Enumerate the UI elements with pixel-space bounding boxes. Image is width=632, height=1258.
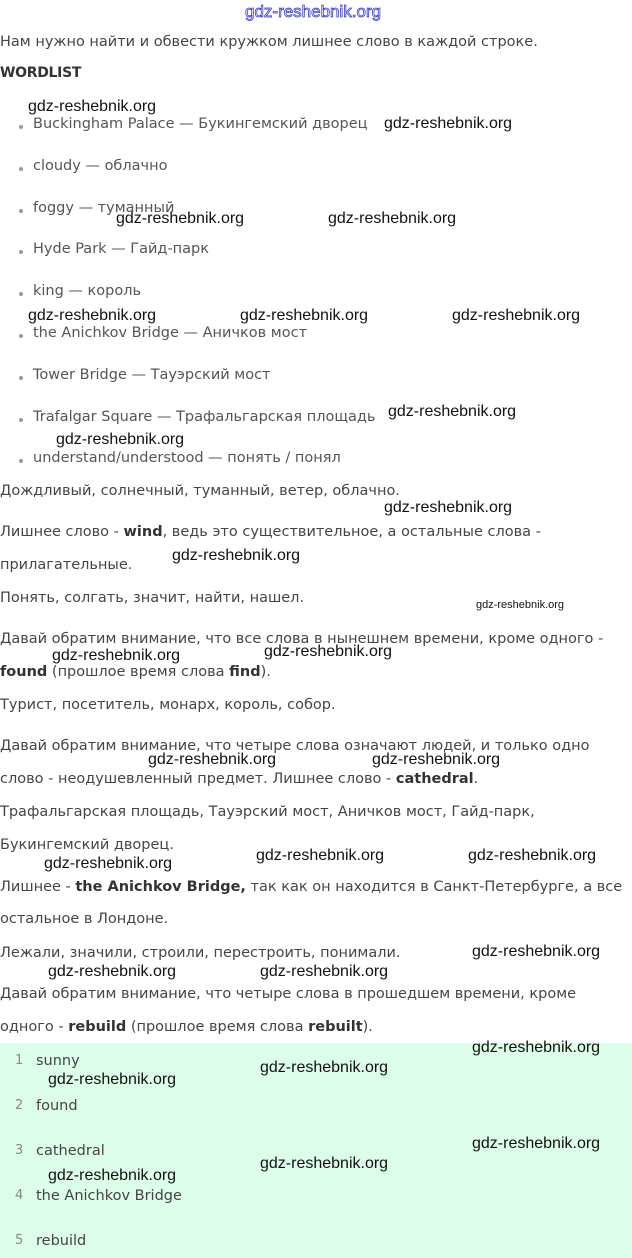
row-1-words: Дождливый, солнечный, туманный, ветер, облачно. xyxy=(0,483,400,499)
list-item: king — король xyxy=(33,283,142,299)
list-item: Hyde Park — Гайд-парк xyxy=(33,241,210,257)
watermark: gdz-reshebnik.org xyxy=(256,847,385,864)
watermark: gdz-reshebnik.org xyxy=(148,751,277,768)
list-item: the Anichkov Bridge — Аничков мост xyxy=(33,325,308,341)
row-2-explanation-cont xyxy=(0,662,271,682)
answer-word: wind xyxy=(123,524,163,540)
bullet-icon xyxy=(19,334,23,338)
list-item: Tower Bridge — Тауэрский мост xyxy=(33,367,271,383)
row-5-explanation: Давай обратим внимание, что четыре слова в прошедшем времени, кроме xyxy=(0,986,577,1002)
watermark: gdz-reshebnik.org xyxy=(328,210,457,227)
row-2-explanation: Давай обратим внимание, что все слова в нынешнем времени, кроме одного - xyxy=(0,631,604,647)
row-5-explanation-cont xyxy=(0,1017,373,1037)
bullet-icon xyxy=(19,418,23,422)
answer-item: cathedral xyxy=(36,1143,105,1159)
watermark: gdz-reshebnik.org xyxy=(384,115,513,132)
watermark: gdz-reshebnik.org xyxy=(116,210,245,227)
bullet-icon xyxy=(19,250,23,254)
list-item: Buckingham Palace — Букингемский дворец xyxy=(33,116,368,132)
answer-word: rebuild xyxy=(68,1019,127,1035)
watermark: gdz-reshebnik.org xyxy=(240,307,369,324)
list-item: cloudy — облачно xyxy=(33,158,168,174)
answer-word: found xyxy=(0,664,48,680)
bullet-icon xyxy=(19,292,23,296)
text: . xyxy=(473,771,479,787)
row-3-explanation: Давай обратим внимание, что четыре слова означают людей, и только одно xyxy=(0,738,590,754)
list-item: foggy — туманный xyxy=(33,200,175,216)
wordlist-heading: WORDLIST xyxy=(0,65,82,81)
bullet-icon xyxy=(19,209,23,213)
row-4-explanation-cont: остальное в Лондоне. xyxy=(0,911,169,927)
bullet-icon xyxy=(19,459,23,463)
row-3-explanation-cont xyxy=(0,769,478,789)
text: одного - xyxy=(0,1019,69,1035)
watermark: gdz-reshebnik.org xyxy=(472,943,601,960)
watermark: gdz-reshebnik.org xyxy=(372,751,501,768)
watermark: gdz-reshebnik.org xyxy=(48,1167,177,1184)
text: (прошлое время слова xyxy=(47,664,230,680)
answer-word: cathedral xyxy=(395,771,474,787)
row-3-words: Турист, посетитель, монарх, король, собор. xyxy=(0,697,336,713)
watermark: gdz-reshebnik.org xyxy=(28,98,157,115)
text: , ведь это существительное, а остальные слова - xyxy=(162,524,541,540)
text: слово - неодушевленный предмет. Лишнее слово - xyxy=(0,771,396,787)
answer-number: 1 xyxy=(15,1053,24,1068)
watermark: gdz-reshebnik.org xyxy=(472,1135,601,1152)
row-4-explanation xyxy=(0,877,622,897)
bullet-icon xyxy=(19,376,23,380)
answer-item: sunny xyxy=(36,1053,80,1069)
list-item: Trafalgar Square — Трафальгарская площадь xyxy=(33,409,376,425)
row-5-words: Лежали, значили, строили, перестроить, понимали. xyxy=(0,945,401,961)
watermark: gdz-reshebnik.org xyxy=(260,1155,389,1172)
watermark: gdz-reshebnik.org xyxy=(48,1071,177,1088)
answer-number: 3 xyxy=(15,1143,24,1158)
watermark: gdz-reshebnik.org xyxy=(468,847,597,864)
list-item: understand/understood — понять / понял xyxy=(33,450,341,466)
answer-word: the Anichkov Bridge, xyxy=(75,879,246,895)
answer-number: 4 xyxy=(15,1188,24,1203)
answer-number: 2 xyxy=(15,1098,24,1113)
row-4-words: Трафальгарская площадь, Тауэрский мост, Аничков мост, Гайд-парк, xyxy=(0,804,535,820)
base-word: rebuilt xyxy=(308,1019,363,1035)
answer-number: 5 xyxy=(15,1233,24,1248)
watermark: gdz-reshebnik.org xyxy=(452,307,581,324)
text: ). xyxy=(260,664,271,680)
watermark: gdz-reshebnik.org xyxy=(384,499,513,516)
watermark: gdz-reshebnik.org xyxy=(44,855,173,872)
intro-text: Нам нужно найти и обвести кружком лишнее слово в каждой строке. xyxy=(0,34,538,50)
answer-item: found xyxy=(36,1098,78,1114)
text: Лишнее слово - xyxy=(0,524,124,540)
watermark-header: gdz-reshebnik.org xyxy=(245,2,382,21)
watermark: gdz-reshebnik.org xyxy=(264,643,393,660)
watermark: gdz-reshebnik.org xyxy=(260,963,389,980)
row-1-explanation xyxy=(0,522,541,542)
watermark: gdz-reshebnik.org xyxy=(28,307,157,324)
watermark: gdz-reshebnik.org xyxy=(48,963,177,980)
bullet-icon xyxy=(19,167,23,171)
row-1-explanation-cont: прилагательные. xyxy=(0,557,133,573)
answer-item: rebuild xyxy=(36,1233,87,1249)
watermark: gdz-reshebnik.org xyxy=(52,647,181,664)
row-4-words-cont: Букингемский дворец. xyxy=(0,837,174,853)
text: Лишнее - xyxy=(0,879,76,895)
watermark: gdz-reshebnik.org xyxy=(260,1059,389,1076)
watermark: gdz-reshebnik.org xyxy=(56,431,185,448)
watermark: gdz-reshebnik.org xyxy=(472,1039,601,1056)
bullet-icon xyxy=(19,125,23,129)
text: ). xyxy=(362,1019,373,1035)
answer-item: the Anichkov Bridge xyxy=(36,1188,182,1204)
text: (прошлое время слова xyxy=(126,1019,309,1035)
watermark: gdz-reshebnik.org xyxy=(388,403,517,420)
row-2-words: Понять, солгать, значит, найти, нашел. xyxy=(0,590,305,606)
base-word: find xyxy=(229,664,261,680)
text: так как он находится в Санкт-Петербурге, а все xyxy=(245,879,623,895)
watermark: gdz-reshebnik.org xyxy=(172,547,301,564)
watermark: gdz-reshebnik.org xyxy=(476,599,565,611)
